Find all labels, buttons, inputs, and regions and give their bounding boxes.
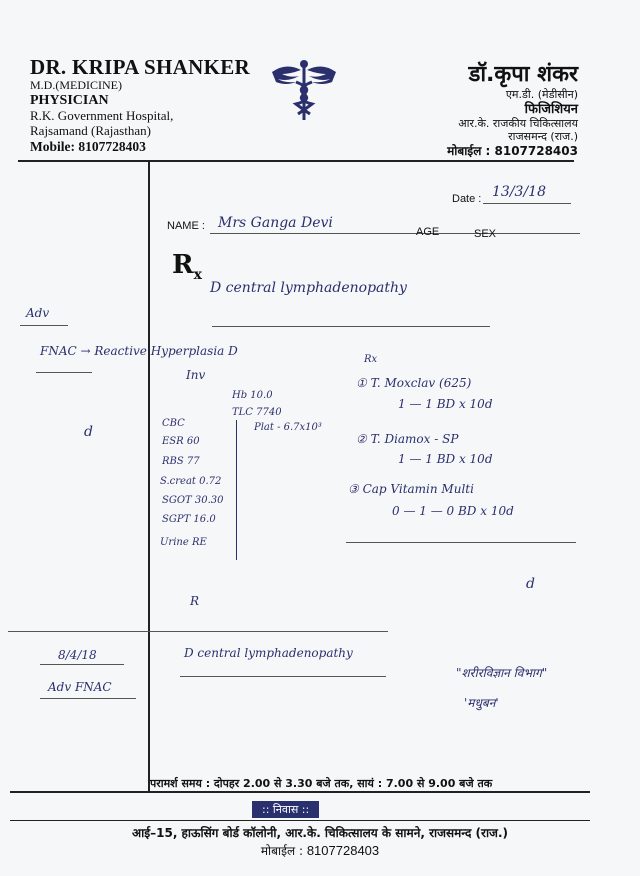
rx-symbol: $R_x$: [172, 250, 202, 284]
hw-sig-left: d: [84, 424, 93, 440]
doctor-hospital: R.K. Government Hospital,: [30, 108, 174, 124]
hw-urine: Urine RE: [160, 537, 207, 548]
hw-med3-dose: 0 — 1 — 0 BD x 10d: [392, 504, 514, 518]
caduceus-icon: [268, 52, 340, 124]
doctor-role: PHYSICIAN: [30, 92, 109, 108]
diagnosis-line: [212, 326, 490, 327]
hw-med1: ① T. Moxclav (625): [356, 376, 472, 390]
hw-adv: Adv: [26, 306, 50, 320]
hw-rx2: Rx: [364, 354, 378, 365]
residence-mobile-label: मोबाईल :: [260, 844, 303, 858]
followup-note-line: [40, 698, 136, 699]
footer-divider: [10, 791, 590, 793]
hw-diagnosis: D central lymphadenopathy: [210, 280, 407, 296]
doctor-mobile-hindi: मोबाईल : 8107728403: [447, 143, 578, 158]
doctor-location-hindi: राजसमन्द (राज.): [508, 130, 578, 144]
header-divider: [18, 160, 574, 162]
hw-date: 13/3/18: [492, 184, 546, 200]
doctor-name-hindi: डॉ.कृपा शंकर: [468, 62, 578, 87]
doctor-mobile: Mobile: 8107728403: [30, 138, 146, 154]
hw-referral: "शरीरविज्ञान विभाग": [456, 666, 548, 680]
residence-mobile: [0, 842, 640, 859]
residence-address: आई–15, हाऊसिंग बोर्ड कॉलोनी, आर.के. चिकित्सालय के सामने, राजसमन्द (राज.): [131, 826, 509, 840]
hw-med2: ② T. Diamox - SP: [356, 432, 459, 446]
hw-fnac: FNAC → Reactive Hyperplasia D: [40, 344, 238, 358]
hw-rx3: R: [190, 594, 200, 608]
hw-inv: Inv: [186, 368, 206, 382]
rx-end-line: [346, 542, 576, 543]
consultation-hours: परामर्श समय : दोपहर 2.00 से 3.30 बजे तक, सायं : 7.00 से 9.00 बजे तक: [150, 777, 493, 790]
hw-sgot: SGOT 30.30: [162, 495, 224, 506]
section-divider: [8, 631, 388, 632]
left-column-divider: [148, 162, 150, 792]
doctor-role-hindi: फिजिशियन: [524, 101, 578, 117]
hw-med1-dose: 1 — 1 BD x 10d: [398, 397, 493, 411]
age-label: AGE: [416, 226, 440, 238]
hw-med3: ③ Cap Vitamin Multi: [348, 482, 474, 496]
hw-cbc: CBC: [162, 418, 185, 429]
doctor-degree: M.D.(MEDICINE): [30, 78, 122, 93]
hw-followup-date: 8/4/18: [58, 648, 97, 662]
hw-sgpt: SGPT 16.0: [162, 514, 216, 525]
date-label: Date :: [452, 193, 482, 205]
doctor-location: Rajsamand (Rajasthan): [30, 122, 151, 138]
footer-divider-bottom: [10, 820, 590, 821]
doctor-hospital-hindi: आर.के. राजकीय चिकित्सालय: [458, 117, 578, 131]
hw-patient-name: Mrs Ganga Devi: [218, 215, 333, 231]
hw-followup-note: Adv FNAC: [48, 680, 112, 694]
hw-med2-dose: 1 — 1 BD x 10d: [398, 452, 493, 466]
hw-sig-right: d: [526, 576, 535, 592]
name-label: NAME :: [167, 220, 205, 232]
doctor-info-hindi: [447, 62, 578, 158]
doctor-name: DR. KRIPA SHANKER: [30, 55, 250, 79]
sex-label: SEX: [474, 228, 497, 240]
followup-diag-line: [180, 676, 386, 677]
residence-label: :: निवास ::: [252, 801, 319, 818]
hw-plat: Plat - 6.7x10³: [254, 422, 322, 433]
hw-tlc: TLC 7740: [232, 407, 282, 418]
doctor-degree-hindi: एम.डी. (मेडीसीन): [505, 88, 578, 102]
hw-referral-sub: 'मधुबन': [464, 696, 499, 710]
adv-line: [20, 325, 68, 326]
hw-hb: Hb 10.0: [232, 390, 273, 401]
date-line: [483, 203, 571, 204]
hw-screat: S.creat 0.72: [160, 476, 222, 487]
fnac-line: [36, 372, 92, 373]
residence-mobile-number: 8107728403: [306, 843, 380, 858]
hw-followup-diag: D central lymphadenopathy: [184, 646, 353, 660]
inv-bracket: [236, 420, 237, 560]
hw-esr: ESR 60: [162, 436, 200, 447]
hw-rbs: RBS 77: [162, 456, 200, 467]
name-line: [210, 233, 580, 234]
doctor-info-english: [30, 55, 250, 154]
followup-line: [40, 664, 124, 665]
